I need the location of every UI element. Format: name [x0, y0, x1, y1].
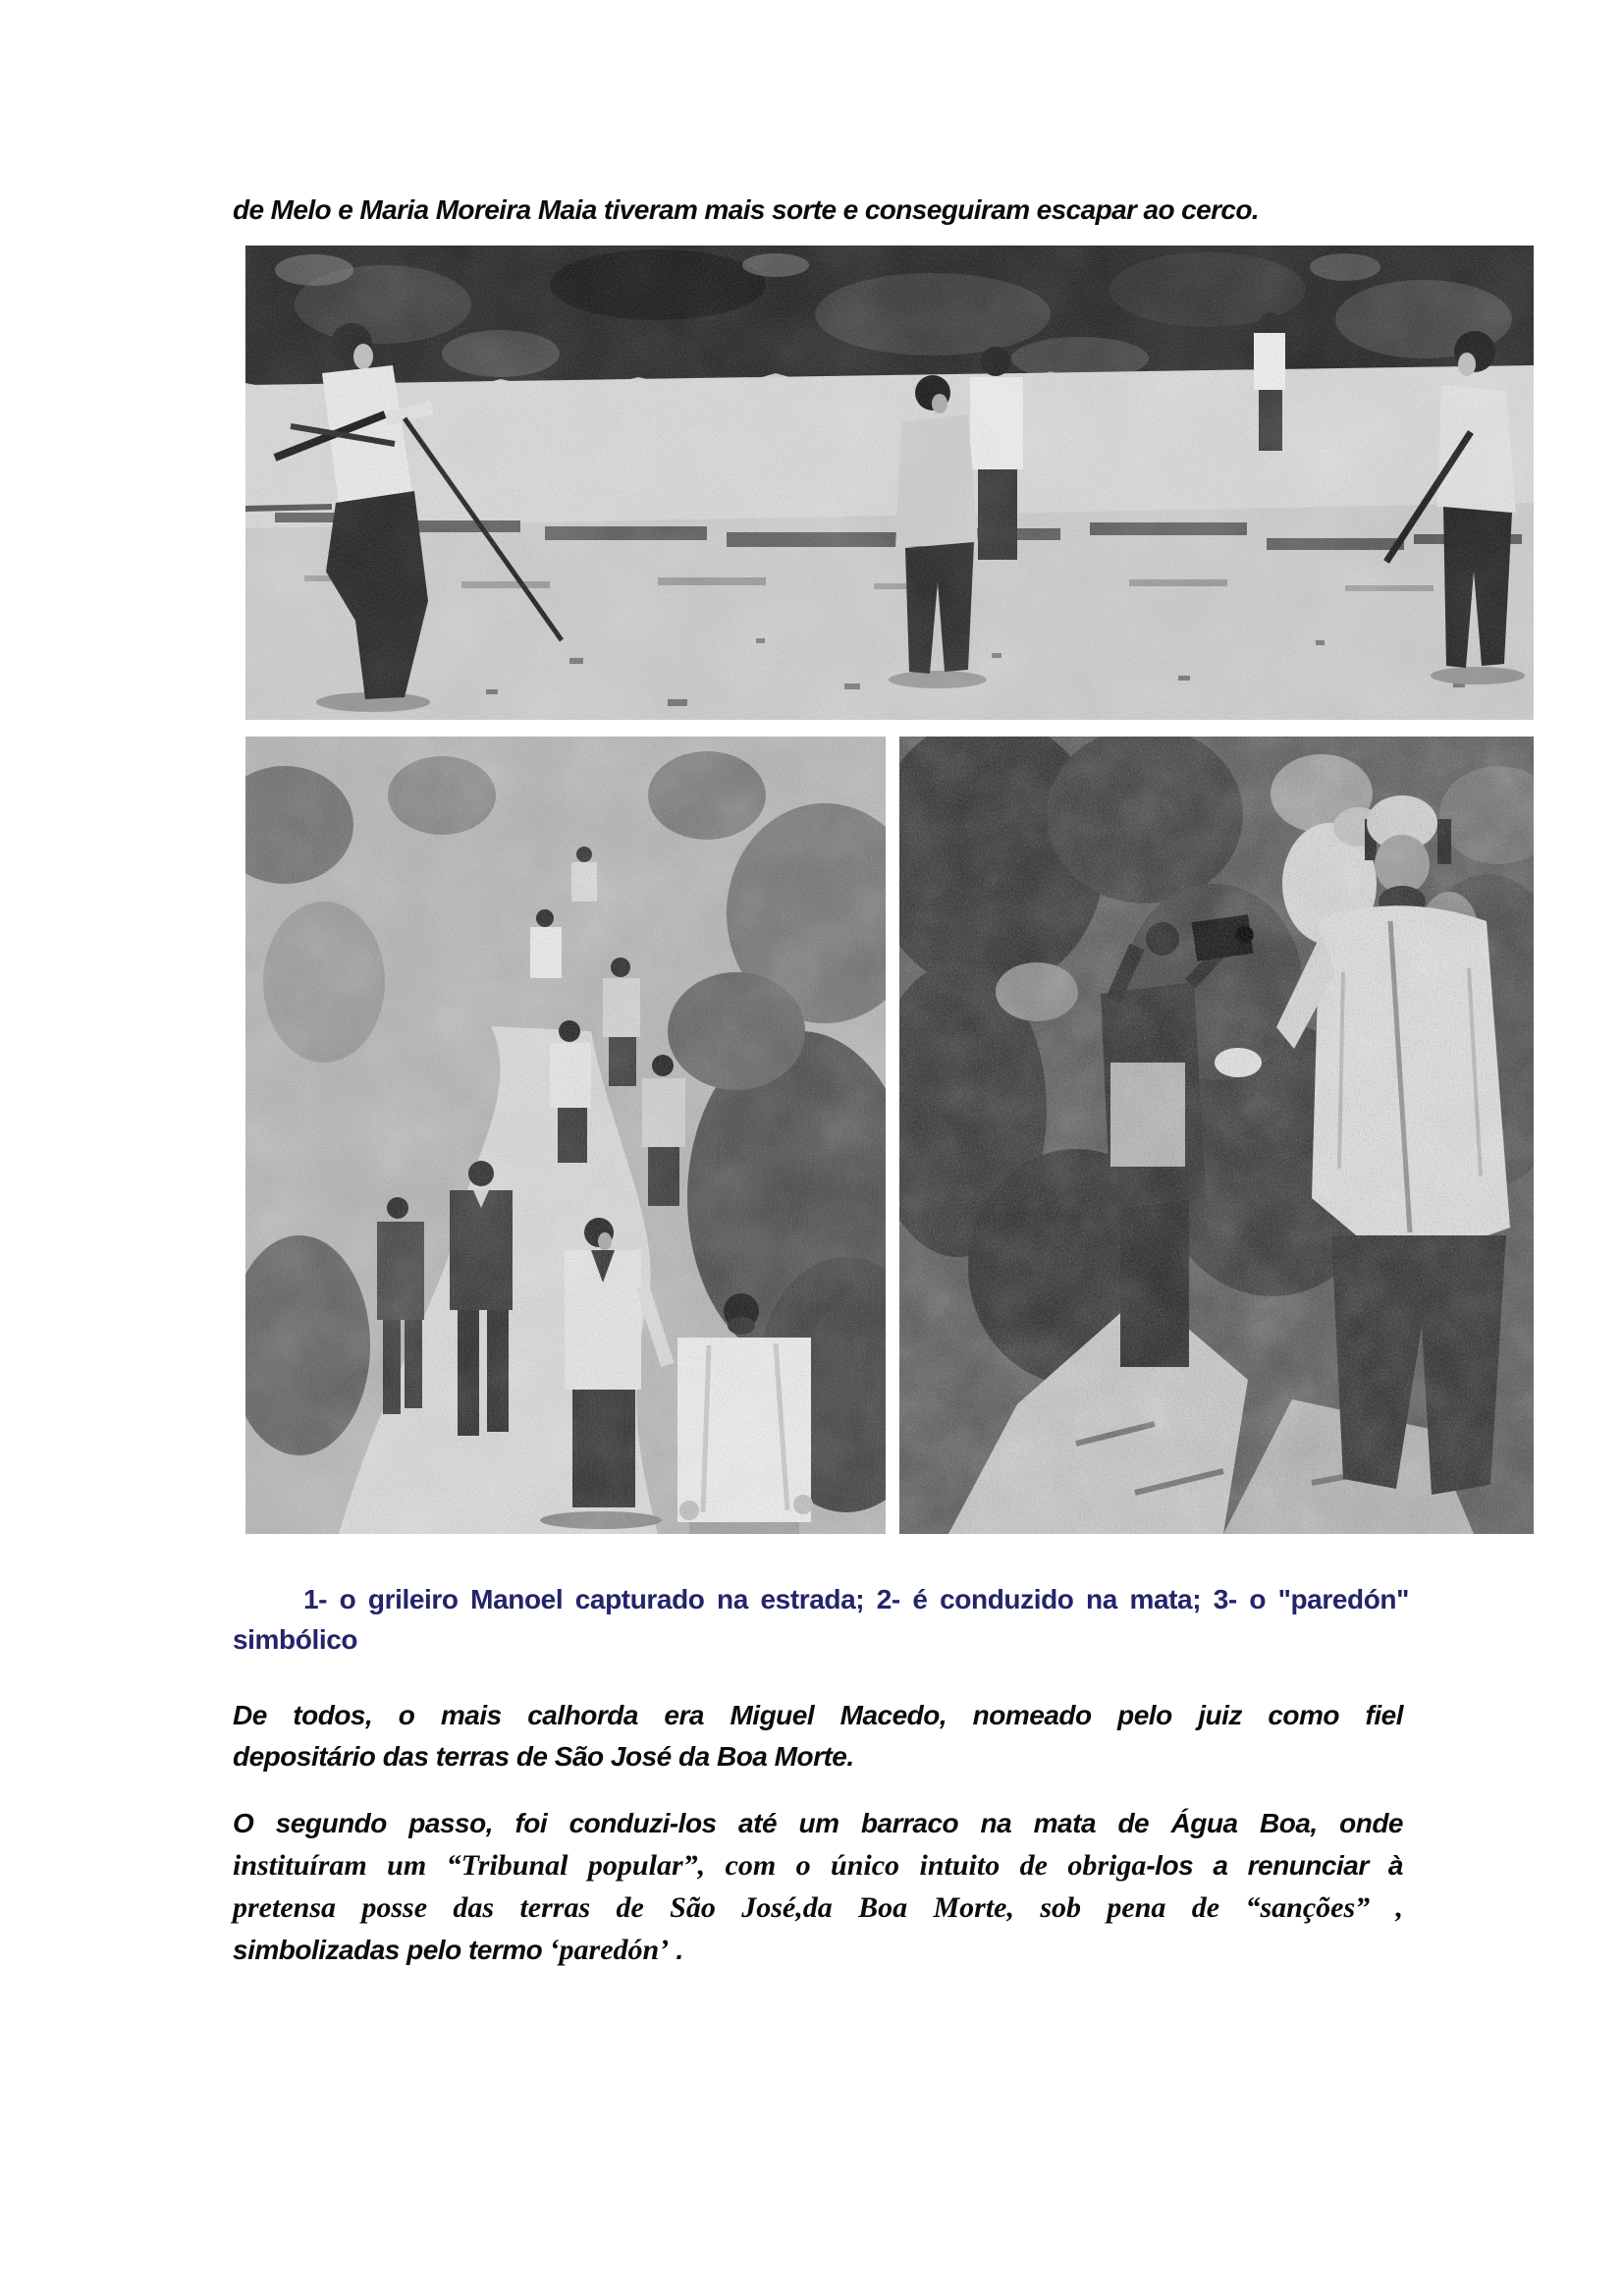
- photo-paredon-scene: [899, 737, 1534, 1534]
- photo1-art: [245, 246, 1534, 720]
- para2-line-3: [233, 1886, 1403, 1929]
- paragraph-tribunal-popular: [233, 1802, 1403, 1971]
- para2-l2-s2: -los a renunciar à: [1146, 1850, 1403, 1881]
- para2-l4-s1: simbolizadas pelo termo: [233, 1935, 550, 1965]
- photo-capture-on-road: [245, 246, 1534, 720]
- para2-line-2: [233, 1844, 1403, 1886]
- photo3-art: [899, 737, 1534, 1534]
- paragraph-miguel-macedo: [233, 1695, 1403, 1777]
- para2-l4-s2: ‘paredón’: [549, 1934, 670, 1966]
- grain-light: [245, 737, 886, 1534]
- para1-line-1: De todos, o mais calhorda era Miguel Macedo, nomeado pelo juiz como fiel: [233, 1700, 1403, 1730]
- intro-text: de Melo e Maria Moreira Maia tiveram mais sorte e conseguiram escapar ao cerco.: [233, 194, 1260, 225]
- para1-line-2: depositário das terras de São José da Boa Morte.: [233, 1741, 854, 1772]
- photo2-art: [245, 737, 886, 1534]
- para2-line-4: [233, 1929, 1403, 1971]
- grain-light: [245, 246, 1534, 720]
- para2-l4-s3: .: [669, 1935, 683, 1965]
- para2-l3-s1: pretensa posse das terras de São José,da Boa Morte, sob pena de “sanções” ,: [233, 1891, 1403, 1924]
- photo-trail-march: [245, 737, 886, 1534]
- grain-light: [899, 737, 1534, 1534]
- para2-l1-s1: O segundo passo, foi conduzi-los até um barraco na mata de Água Boa, onde: [233, 1808, 1403, 1838]
- photo-caption: [233, 1579, 1409, 1660]
- caption-line-1: 1- o grileiro Manoel capturado na estrada; 2- é conduzido na mata; 3- o "paredón": [303, 1584, 1409, 1614]
- caption-line-2: simbólico: [233, 1624, 358, 1655]
- para2-line-1: [233, 1802, 1403, 1844]
- para2-l2-s1: instituíram um “Tribunal popular”, com o único intuito de obriga: [233, 1849, 1147, 1882]
